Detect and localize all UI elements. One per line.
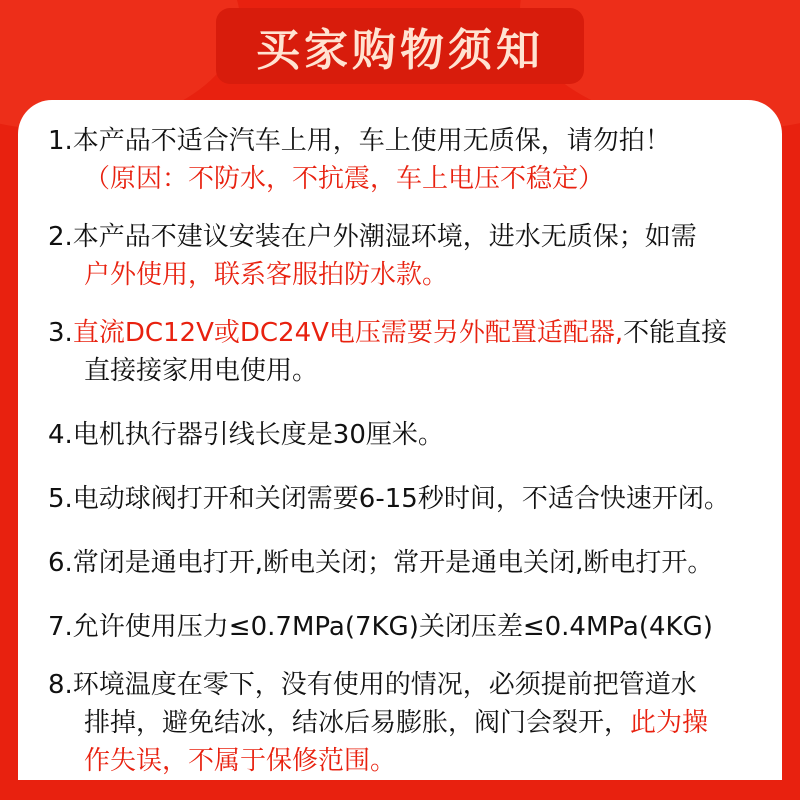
notice-item-8-line-1: 8.环境温度在零下，没有使用的情况，必须提前把管道水 [48, 670, 697, 700]
page-title: 买家购物须知 [256, 25, 544, 76]
notice-item-8-line-2-text: 排掉，避免结冰，结冰后易膨胀，阀门会裂开， [84, 708, 631, 738]
notice-item-2-line-1: 2.本产品不建议安装在户外潮湿环境，进水无质保；如需 [48, 222, 697, 252]
header-banner [0, 0, 800, 108]
notice-item-8 [48, 666, 768, 780]
notice-item-3-line-1 [48, 314, 768, 352]
notice-item-8-line-2 [48, 704, 768, 742]
notice-item-1 [48, 122, 768, 198]
notice-item-6-line-1: 6.常闭是通电打开,断电关闭；常开是通电关闭,断电打开。 [48, 548, 714, 578]
notice-item-4-line-1: 4.电机执行器引线长度是30厘米。 [48, 420, 444, 450]
notice-item-1-reason: （原因：不防水，不抗震，车上电压不稳定） [84, 164, 605, 194]
notice-item-5-line-1: 5.电动球阀打开和关闭需要6-15秒时间，不适合快速开闭。 [48, 484, 730, 514]
notice-item-1-line-1: 1.本产品不适合汽车上用，车上使用无质保，请勿拍！ [48, 126, 671, 156]
notice-item-3-highlight: 直流DC12V或DC24V电压需要另外配置适配器, [72, 318, 624, 348]
notice-card [18, 100, 782, 780]
title-pill [216, 8, 584, 84]
notice-item-6 [48, 544, 768, 582]
notice-item-7 [48, 608, 768, 646]
notice-item-4 [48, 416, 768, 454]
notice-item-8-highlight: 此为操 [630, 708, 709, 738]
notice-item-3-rest: 不能直接 [623, 318, 728, 348]
notice-item-3-line-2: 直接接家用电使用。 [84, 356, 319, 386]
notice-item-5 [48, 480, 768, 518]
notice-item-2 [48, 218, 768, 294]
notice-item-3 [48, 314, 768, 390]
notice-item-2-line-2: 户外使用，联系客服拍防水款。 [84, 260, 449, 290]
notice-item-8-line-3: 作失误，不属于保修范围。 [84, 746, 397, 776]
notice-item-3-prefix: 3. [48, 318, 73, 348]
notice-item-7-line-1: 7.允许使用压力≤0.7MPa(7KG)关闭压差≤0.4MPa(4KG) [48, 612, 713, 642]
